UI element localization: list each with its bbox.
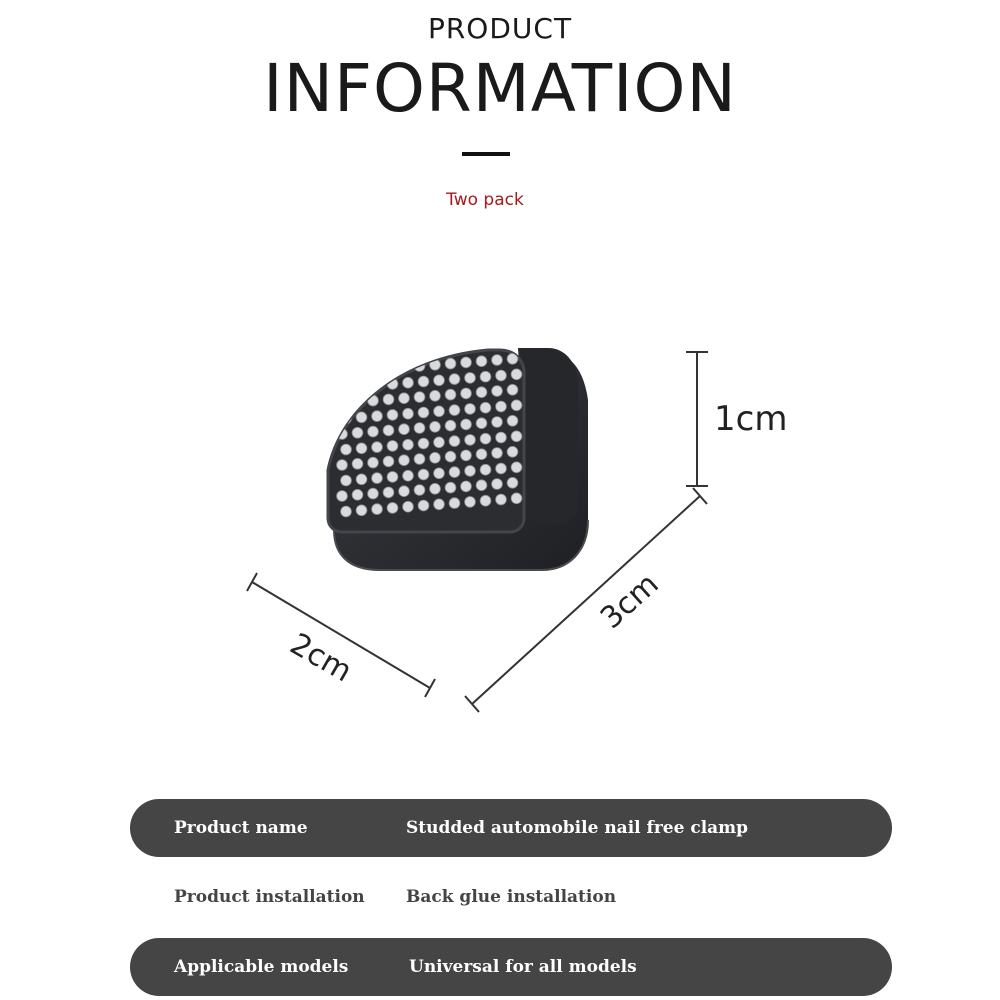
rhinestone [368, 426, 379, 437]
rhinestone [511, 369, 522, 380]
rhinestone [492, 448, 503, 459]
heading-divider [462, 152, 510, 156]
rhinestone [418, 407, 429, 418]
rhinestone [507, 477, 518, 488]
rhinestone [403, 470, 414, 481]
rhinestone [449, 436, 460, 447]
rhinestone [465, 373, 476, 384]
rhinestone [511, 493, 522, 504]
rhinestone [434, 406, 445, 417]
rhinestone [445, 358, 456, 369]
rhinestone [492, 386, 503, 397]
rhinestone [461, 419, 472, 430]
rhinestone [368, 488, 379, 499]
rhinestone [383, 456, 394, 467]
rhinestone [480, 402, 491, 413]
spec-label: Applicable models [174, 957, 349, 977]
rhinestone [383, 425, 394, 436]
rhinestone [372, 411, 383, 422]
rhinestone [356, 443, 367, 454]
spec-row-product-installation [130, 868, 892, 926]
rhinestone [341, 444, 352, 455]
rhinestone [461, 357, 472, 368]
rhinestone [403, 377, 414, 388]
rhinestone [337, 398, 348, 409]
rhinestone [337, 460, 348, 471]
rhinestone [430, 390, 441, 401]
rhinestone [418, 469, 429, 480]
rhinestone [368, 457, 379, 468]
rhinestone [434, 437, 445, 448]
rhinestone [434, 499, 445, 510]
rhinestone [511, 431, 522, 442]
rhinestone [480, 464, 491, 475]
rhinestone [465, 435, 476, 446]
spec-row-applicable-models [130, 938, 892, 996]
rhinestone [337, 491, 348, 502]
rhinestone [465, 404, 476, 415]
rhinestone [465, 466, 476, 477]
rhinestone [434, 468, 445, 479]
heading-large: INFORMATION [263, 50, 737, 127]
rhinestone [403, 439, 414, 450]
rhinestone [352, 427, 363, 438]
rhinestone [476, 449, 487, 460]
rhinestone [387, 503, 398, 514]
rhinestone [496, 463, 507, 474]
rhinestone [445, 389, 456, 400]
rhinestone [496, 494, 507, 505]
rhinestone [445, 482, 456, 493]
rhinestone [403, 501, 414, 512]
rhinestone [507, 415, 518, 426]
spec-label: Product installation [174, 887, 365, 907]
rhinestone [368, 364, 379, 375]
rhinestone [399, 455, 410, 466]
rhinestone [449, 498, 460, 509]
rhinestone [383, 487, 394, 498]
rhinestone [449, 374, 460, 385]
rhinestone [341, 475, 352, 486]
rhinestone [461, 450, 472, 461]
rhinestone [383, 363, 394, 374]
height-label: 1cm [714, 399, 788, 439]
spec-value: Universal for all models [409, 957, 637, 977]
rhinestone [461, 481, 472, 492]
rhinestone [496, 401, 507, 412]
rhinestone [383, 394, 394, 405]
rhinestone [356, 412, 367, 423]
rhinestone [356, 474, 367, 485]
rhinestone [356, 505, 367, 516]
subtitle: Two pack [446, 190, 524, 210]
rhinestone [403, 408, 414, 419]
rhinestone [507, 446, 518, 457]
width-label: 2cm [284, 626, 358, 690]
rhinestone [476, 387, 487, 398]
rhinestone [434, 375, 445, 386]
rhinestone [387, 441, 398, 452]
rhinestone [496, 432, 507, 443]
spec-value: Back glue installation [406, 887, 617, 907]
rhinestone [414, 392, 425, 403]
rhinestone [445, 420, 456, 431]
rhinestone [465, 497, 476, 508]
rhinestone [511, 400, 522, 411]
spec-row-product-name [130, 799, 892, 857]
rhinestone [449, 405, 460, 416]
rhinestone [449, 467, 460, 478]
rhinestone [372, 442, 383, 453]
rhinestone [337, 367, 348, 378]
rhinestone [430, 483, 441, 494]
rhinestone [387, 410, 398, 421]
rhinestone [352, 458, 363, 469]
spec-label: Product name [174, 818, 308, 838]
length-label: 3cm [593, 566, 666, 636]
rhinestone [480, 495, 491, 506]
height-dimension-line [686, 352, 708, 486]
rhinestone [418, 438, 429, 449]
rhinestone [368, 395, 379, 406]
rhinestone [461, 388, 472, 399]
rhinestone [430, 421, 441, 432]
rhinestone [480, 433, 491, 444]
rhinestone [492, 355, 503, 366]
rhinestone [341, 506, 352, 517]
rhinestone [476, 418, 487, 429]
rhinestone [445, 451, 456, 462]
rhinestone [507, 384, 518, 395]
rhinestone [356, 381, 367, 392]
rhinestone [399, 424, 410, 435]
rhinestone [399, 393, 410, 404]
rhinestone [492, 479, 503, 490]
rhinestone [414, 485, 425, 496]
heading-small: PRODUCT [427, 12, 573, 45]
rhinestone [496, 370, 507, 381]
rhinestone [414, 454, 425, 465]
rhinestone [387, 472, 398, 483]
rhinestone [414, 423, 425, 434]
rhinestone [418, 376, 429, 387]
rhinestone [352, 365, 363, 376]
rhinestone [341, 382, 352, 393]
rhinestone [399, 486, 410, 497]
rhinestone [476, 480, 487, 491]
rhinestone [430, 452, 441, 463]
product-illustration [230, 330, 810, 730]
rhinestone [480, 371, 491, 382]
rhinestone [352, 489, 363, 500]
rhinestone [372, 504, 383, 515]
rhinestone [418, 500, 429, 511]
rhinestone [492, 417, 503, 428]
rhinestone [511, 462, 522, 473]
rhinestone [372, 473, 383, 484]
spec-value: Studded automobile nail free clamp [406, 818, 749, 838]
rhinestone [476, 356, 487, 367]
